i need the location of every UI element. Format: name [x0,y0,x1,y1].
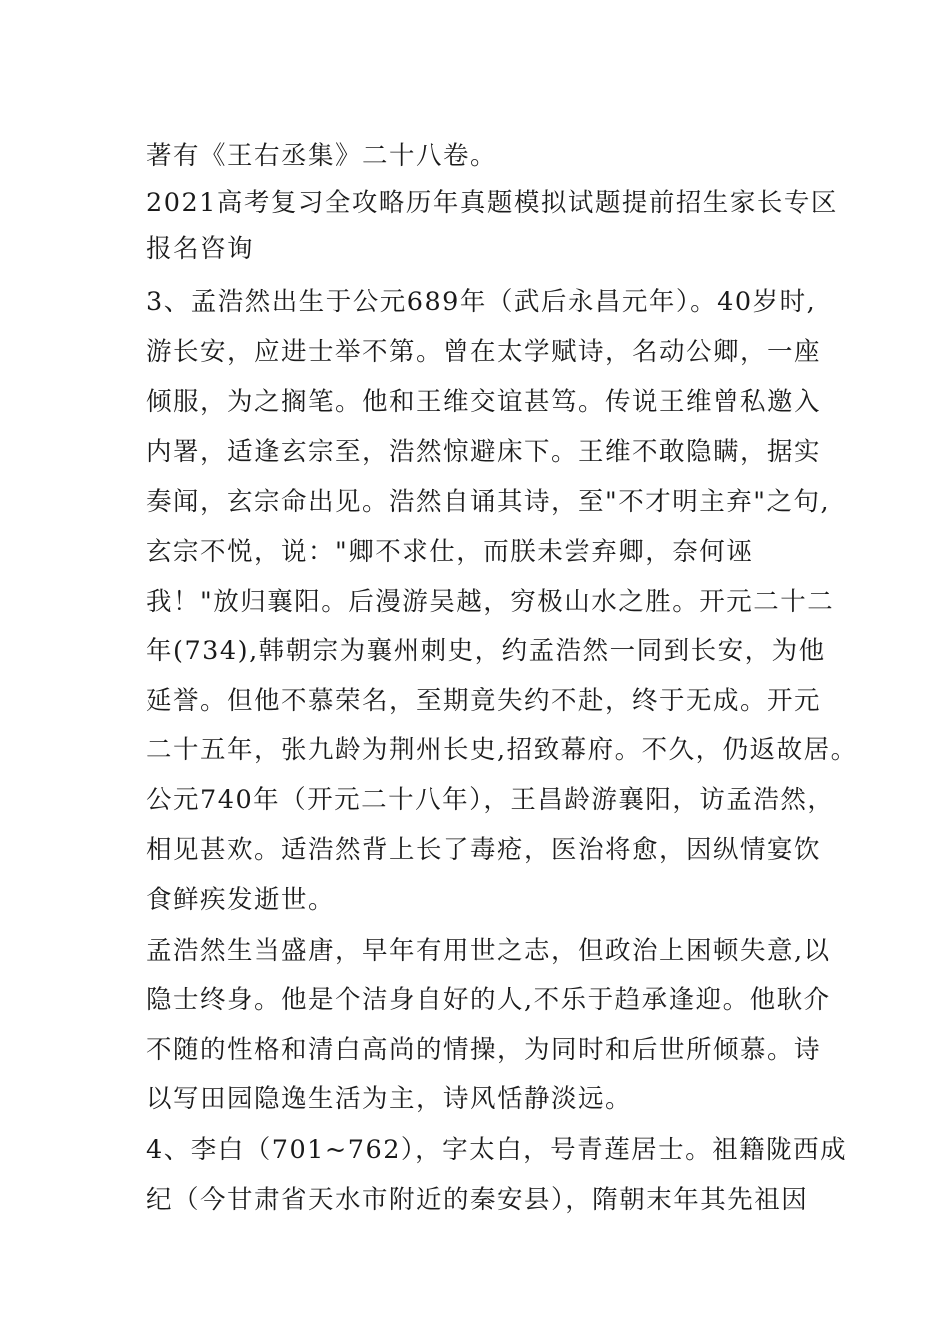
text-line: 玄宗不悦，说："卿不求仕，而朕未尝弃卿，奈何诬 [146,537,754,567]
text-line: 奏闻，玄宗命出见。浩然自诵其诗，至"不才明主弃"之句, [146,487,831,517]
text-line: 报名咨询 [146,234,255,264]
text-line: 不随的性格和清白高尚的情操，为同时和后世所倾慕。诗 [146,1035,822,1065]
text-line: 以写田园隐逸生活为主，诗风恬静淡远。 [146,1084,633,1114]
text-line: 公元740年（开元二十八年），王昌龄游襄阳，访孟浩然， [146,785,835,815]
text-line: 年(734),韩朝宗为襄州刺史，约孟浩然一同到长安，为他 [146,636,826,666]
text-line: 食鲜疾发逝世。 [146,885,336,915]
text-line: 著有《王右丞集》二十八卷。 [146,141,498,171]
text-line: 游长安，应进士举不第。曾在太学赋诗，名动公卿，一座 [146,337,822,367]
text-line: 4、李白（701~762），字太白，号青莲居士。祖籍陇西成 [146,1135,848,1165]
text-line: 纪（今甘肃省天水市附近的秦安县），隋朝末年其先祖因 [146,1185,809,1215]
text-line: 二十五年，张九龄为荆州长史,招致幕府。不久，仍返故居。 [146,735,858,765]
text-line: 3、孟浩然出生于公元689年（武后永昌元年）。40岁时, [146,287,817,317]
text-line: 倾服，为之搁笔。他和王维交谊甚笃。传说王维曾私邀入 [146,387,822,417]
text-line: 2021高考复习全攻略历年真题模拟试题提前招生家长专区 [146,188,838,218]
text-line: 我！"放归襄阳。后漫游吴越，穷极山水之胜。开元二十二 [146,587,835,617]
text-line: 相见甚欢。适浩然背上长了毒疮，医治将愈，因纵情宴饮 [146,835,822,865]
text-line: 内署，适逢玄宗至，浩然惊避床下。王维不敢隐瞒，据实 [146,437,822,467]
text-line: 延誉。但他不慕荣名，至期竟失约不赴，终于无成。开元 [146,686,822,716]
text-line: 隐士终身。他是个洁身自好的人,不乐于趋承逢迎。他耿介 [146,985,831,1015]
text-line: 孟浩然生当盛唐，早年有用世之志，但政治上困顿失意,以 [146,936,831,966]
